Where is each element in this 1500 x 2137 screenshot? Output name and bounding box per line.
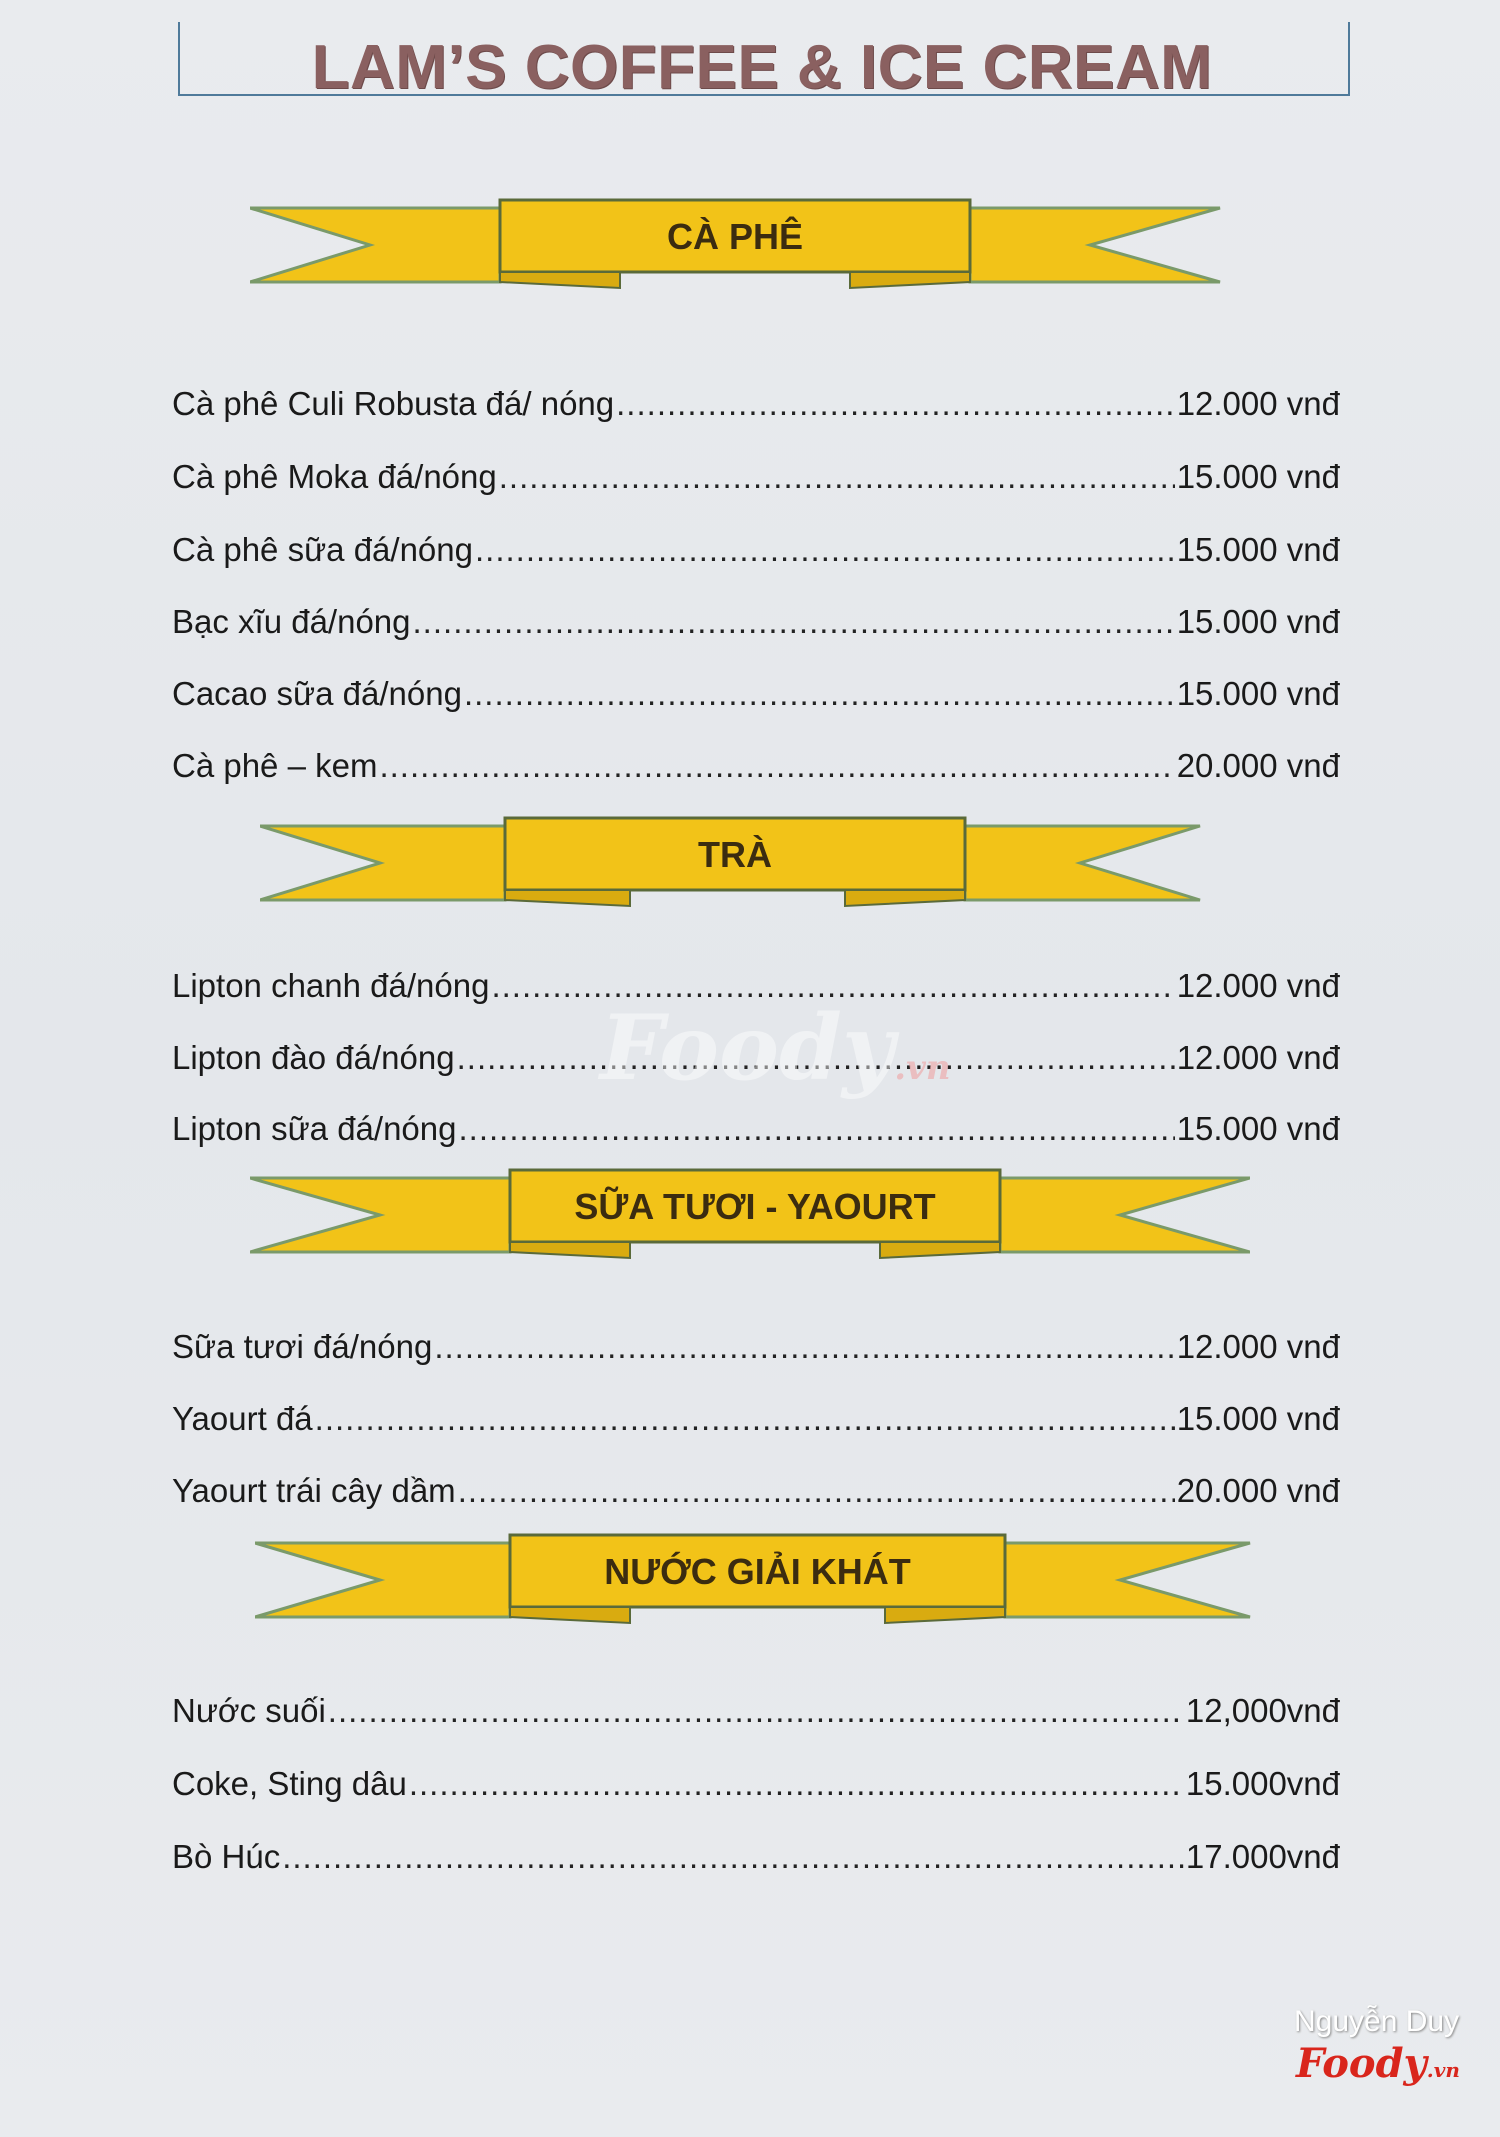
item-name: Cà phê sữa đá/nóng (172, 531, 473, 568)
dot-leader (499, 458, 1175, 496)
item-name: Yaourt đá (172, 1400, 313, 1437)
section-heading: SỮA TƯƠI - YAOURT (574, 1186, 936, 1227)
dot-leader (616, 385, 1175, 423)
section-banner-soft-drinks (255, 1525, 1255, 1635)
item-price: 15.000 vnđ (1176, 1110, 1340, 1147)
item-price: 12.000 vnđ (1176, 967, 1340, 1004)
item-name: Coke, Sting dâu (172, 1765, 407, 1802)
menu-item (172, 1098, 1340, 1148)
item-name: Lipton sữa đá/nóng (172, 1110, 457, 1147)
item-name: Nước suối (172, 1692, 326, 1729)
section-heading: TRÀ (698, 834, 772, 875)
dot-leader (409, 1765, 1184, 1803)
menu-item (172, 519, 1340, 569)
menu-item (172, 373, 1340, 423)
watermark-suffix: .vn (894, 1048, 951, 1088)
menu-item (172, 1753, 1340, 1803)
item-price: 12,000vnđ (1185, 1692, 1340, 1729)
menu-item (172, 663, 1340, 713)
section-heading: CÀ PHÊ (666, 216, 804, 257)
dot-leader (464, 675, 1175, 713)
section-banner-coffee (250, 190, 1250, 300)
item-name: Bò Húc (172, 1838, 281, 1875)
menu-item (172, 735, 1340, 785)
menu-item (172, 1680, 1340, 1730)
section-banner-tea (260, 808, 1260, 918)
item-price: 15.000 vnđ (1176, 531, 1340, 568)
menu-item (172, 1388, 1340, 1438)
item-name: Lipton chanh đá/nóng (172, 967, 490, 1004)
item-name: Bạc xĩu đá/nóng (172, 603, 411, 640)
item-name: Cà phê – kem (172, 747, 378, 784)
dot-leader (475, 531, 1175, 569)
item-name: Lipton đào đá/nóng (172, 1039, 455, 1076)
menu-item (172, 1460, 1340, 1510)
item-name: Cà phê Culi Robusta đá/ nóng (172, 385, 615, 422)
item-price: 20.000 vnđ (1176, 1472, 1340, 1509)
credit-suffix: .vn (1426, 2058, 1460, 2082)
foody-logo (1296, 2040, 1460, 2087)
dot-leader (315, 1400, 1175, 1438)
dot-leader (458, 1110, 1174, 1148)
item-price: 12.000 vnđ (1176, 1328, 1340, 1365)
watermark-brand: Foody (600, 995, 895, 1101)
item-price: 20.000 vnđ (1176, 747, 1340, 784)
menu-item (172, 1316, 1340, 1366)
menu-item (172, 591, 1340, 641)
item-price: 15.000 vnđ (1176, 458, 1340, 495)
menu-item (172, 446, 1340, 496)
item-price: 15.000 vnđ (1176, 603, 1340, 640)
section-banner-milk (250, 1160, 1250, 1270)
item-price: 17.000vnđ (1185, 1838, 1340, 1875)
dot-leader (458, 1472, 1175, 1510)
item-price: 12.000 vnđ (1176, 1039, 1340, 1076)
item-name: Cà phê Moka đá/nóng (172, 458, 497, 495)
dot-leader (282, 1838, 1184, 1876)
menu-title: LAM’S COFFEE & ICE CREAM (311, 33, 1213, 102)
item-price: 15.000 vnđ (1176, 675, 1340, 712)
dot-leader (434, 1328, 1174, 1366)
dot-leader (379, 747, 1174, 785)
item-price: 12.000 vnđ (1176, 385, 1340, 422)
item-name: Sữa tươi đá/nóng (172, 1328, 433, 1365)
credit-brand: Foody (1296, 2040, 1427, 2087)
dot-leader (413, 603, 1175, 641)
foody-watermark (600, 995, 951, 1101)
dot-leader (328, 1692, 1184, 1730)
item-price: 15.000 vnđ (1176, 1400, 1340, 1437)
item-name: Yaourt trái cây dầm (172, 1472, 456, 1509)
item-name: Cacao sữa đá/nóng (172, 675, 462, 712)
menu-item (172, 1826, 1340, 1876)
section-heading: NƯỚC GIẢI KHÁT (604, 1551, 911, 1592)
photo-credit-author: Nguyễn Duy (1294, 2005, 1460, 2038)
item-price: 15.000vnđ (1185, 1765, 1340, 1802)
